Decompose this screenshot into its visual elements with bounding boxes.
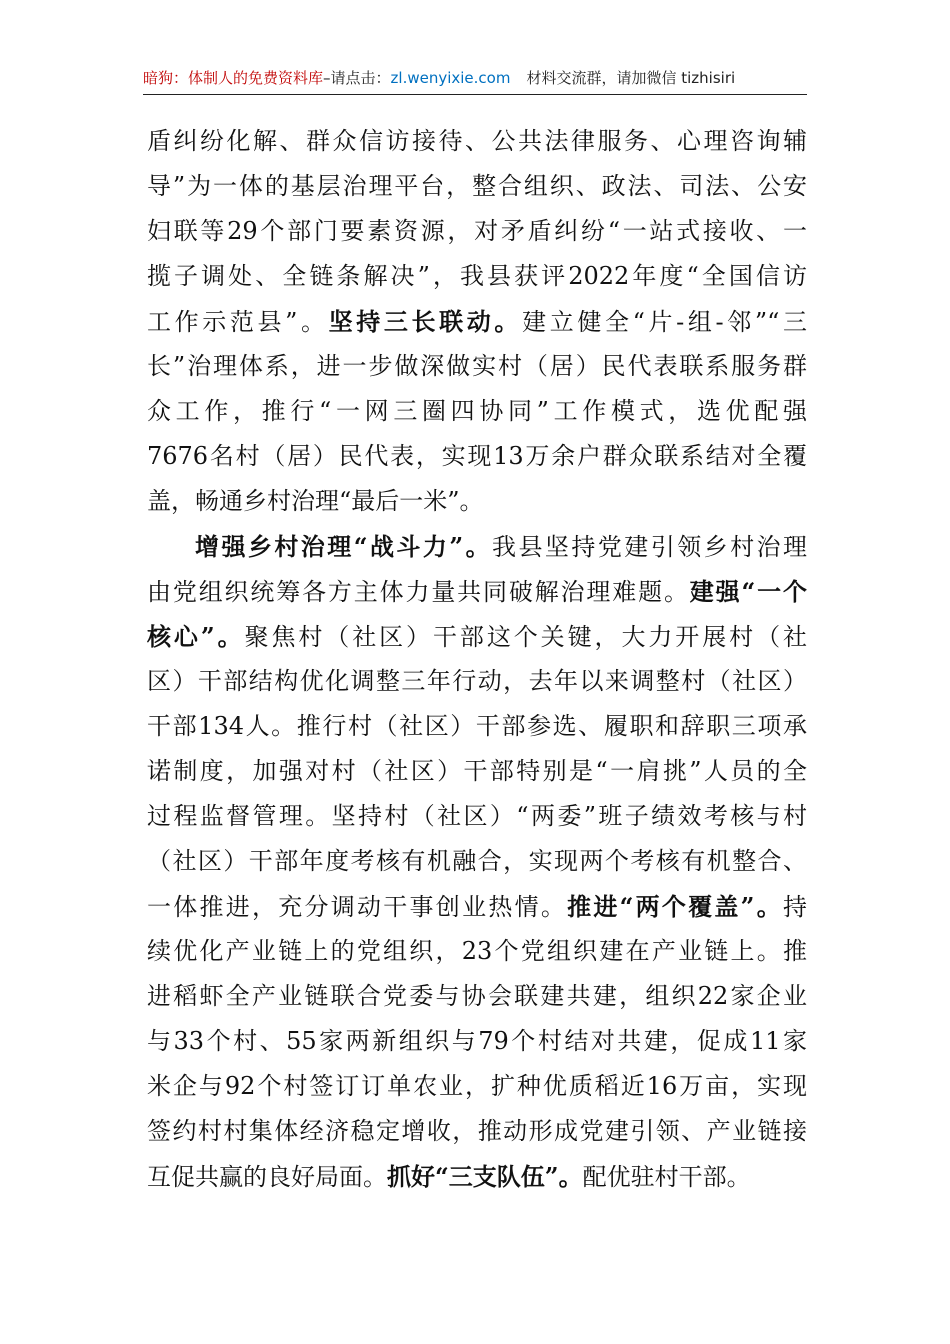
page-header	[143, 62, 807, 95]
text-line: 诺制度，加强对村（社区）干部特别是“一肩挑”人员的全	[147, 757, 807, 785]
text-line: 干部134人。推行村（社区）干部参选、履职和辞职三项承	[147, 712, 807, 740]
paragraph-1	[147, 119, 807, 524]
header-wechat-note: 材料交流群，请加微信 tizhisiri	[526, 69, 736, 87]
text-run: 工作示范县”。	[147, 308, 329, 336]
section-heading: 增强乡村治理“战斗力”。	[195, 532, 493, 561]
text-line: 盖，畅通乡村治理“最后一米”。	[147, 487, 484, 515]
text-run: 配优驻村干部。	[582, 1163, 751, 1191]
text-line: 长”治理体系，进一步做深做实村（居）民代表联系服务群	[147, 352, 807, 380]
header-site-name: 暗狗：体制人的免费资料库	[143, 69, 324, 87]
text-line: 7676名村（居）民代表，实现13万余户群众联系结对全覆	[147, 442, 807, 470]
text-line: 导”为一体的基层治理平台，整合组织、政法、司法、公安	[147, 172, 807, 200]
text-line	[147, 524, 807, 569]
text-line: 签约村村集体经济稳定增收，推动形成党建引领、产业链接	[147, 1117, 807, 1145]
text-run: 一体推进，充分调动干事创业热情。	[147, 893, 568, 921]
text-line: 进稻虾全产业链联合党委与协会联建共建，组织22家企业	[147, 982, 807, 1010]
text-line: 与33个村、55家两新组织与79个村结对共建，促成11家	[147, 1027, 807, 1055]
text-line: 揽子调处、全链条解决”，我县获评2022年度“全国信访	[147, 262, 807, 290]
document-body	[147, 119, 807, 1199]
text-line: 米企与92个村签订订单农业，扩种优质稻近16万亩，实现	[147, 1072, 807, 1100]
text-line	[147, 569, 807, 614]
text-run: 由党组织统筹各方主体力量共同破解治理难题。	[147, 578, 690, 606]
text-line	[147, 614, 807, 659]
text-run: 持	[783, 893, 808, 921]
text-line: 过程监督管理。坚持村（社区）“两委”班子绩效考核与村	[147, 802, 807, 830]
text-run: 我县坚持党建引领乡村治理	[492, 533, 807, 561]
text-line	[147, 299, 807, 344]
text-line	[147, 884, 807, 929]
bold-heading: 坚持三长联动。	[328, 307, 523, 336]
text-line: （社区）干部年度考核有机融合，实现两个考核有机整合、	[147, 847, 807, 875]
text-line: 区）干部结构优化调整三年行动，去年以来调整村（社区）	[147, 667, 807, 695]
text-line: 续优化产业链上的党组织，23个党组织建在产业链上。推	[147, 937, 807, 965]
bold-heading: 抓好“三支队伍”。	[387, 1162, 583, 1191]
text-line: 妇联等29个部门要素资源，对矛盾纠纷“一站式接收、一	[147, 217, 807, 245]
text-line: 盾纠纷化解、群众信访接待、公共法律服务、心理咨询辅	[147, 127, 807, 155]
paragraph-2	[147, 524, 807, 1199]
header-link[interactable]: zl.wenyixie.com	[390, 69, 511, 87]
bold-heading: 推进“两个覆盖”。	[567, 892, 784, 921]
text-line: 众工作，推行“一网三圈四协同”工作模式，选优配强	[147, 397, 807, 425]
bold-heading: 建强“一个	[689, 577, 807, 606]
bold-heading: 核心”。	[147, 622, 245, 651]
text-run: 互促共赢的良好局面。	[147, 1163, 387, 1191]
text-line	[147, 1154, 807, 1199]
text-run: 建立健全“片-组-邻”“三	[522, 308, 808, 336]
text-run: 聚焦村（社区）干部这个关键，大力开展村（社	[244, 623, 808, 651]
header-cta: –请点击：	[323, 69, 391, 87]
